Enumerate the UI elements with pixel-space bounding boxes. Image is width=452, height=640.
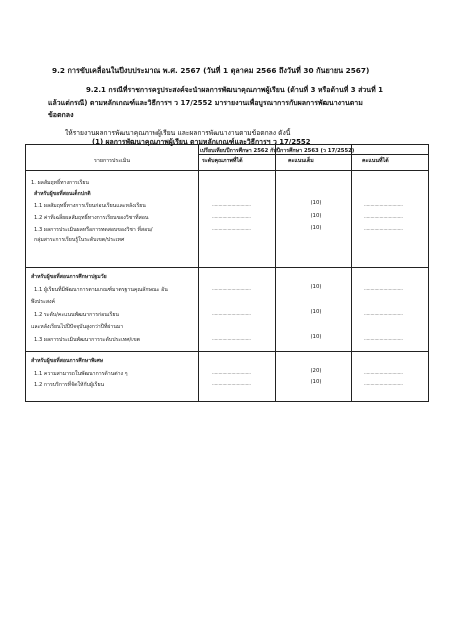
table-divider	[275, 145, 276, 401]
section3-item1: 1.1 ความสามารถในพัฒนาการด้านต่าง ๆ	[34, 371, 128, 377]
section2-item1-cont: พึงประสงค์	[31, 299, 55, 305]
header-evaluation-items: รายการประเมิน	[94, 158, 130, 164]
score-blank: ..............................	[364, 286, 403, 292]
quality-blank: ..............................	[212, 381, 251, 387]
score-blank: ..............................	[364, 226, 403, 232]
score-blank: ..............................	[364, 370, 403, 376]
header-bottom-line	[26, 170, 428, 171]
section1-title: 1. ผลสัมฤทธิ์ทางการเรียน	[31, 180, 89, 186]
section2-item1: 1.1 ผู้เรียนที่มีพัฒนาการตามเกณฑ์มาตรฐานคุณลักษณะ อัน	[34, 287, 168, 293]
table-divider	[351, 145, 352, 401]
full-score: (20)	[310, 368, 322, 374]
full-score: (10)	[310, 379, 322, 385]
full-score: (10)	[310, 225, 322, 231]
score-blank: ..............................	[364, 311, 403, 317]
paragraph-line-2: แล้วแต่กรณี) ตามหลักเกณฑ์และวิธีการฯ ว 17/2552 มารายงานเพื่อบูรณาการกับผลการพัฒนางานตาม	[48, 98, 363, 107]
paragraph-line-1: 9.2.1 กรณีที่ราชการครูประสงค์จะนำผลการพัฒนาคุณภาพผู้เรียน (ด้านที่ 3 หรือด้านที่ 3 ส่วนที่ 1	[86, 86, 384, 94]
header-full-score: คะแนนเต็ม	[288, 158, 314, 164]
header-score-obtained: คะแนนที่ได้	[362, 158, 389, 164]
quality-blank: ..............................	[212, 226, 251, 232]
evaluation-table	[25, 144, 429, 402]
header-quality-level: ระดับคุณภาพที่ได้	[202, 158, 243, 164]
section3-item2: 1.2 การบริการที่จัดให้กับผู้เรียน	[34, 382, 105, 388]
quality-blank: ..............................	[212, 370, 251, 376]
criteria-paragraph	[48, 84, 418, 122]
header-comparison: เปรียบเทียบปีการศึกษา 2562 กับปีการศึกษา 2563 (ว 17/2552)	[200, 148, 355, 154]
section1-item3-cont: กลุ่มสาระการเรียนรู้ในระดับเขต/ประเทศ	[34, 237, 125, 243]
paragraph-line-3: ข้อตกลง	[48, 111, 74, 119]
section-heading: 9.2 การขับเคลื่อนในปีงบประมาณ พ.ศ. 2567 (วันที่ 1 ตุลาคม 2566 ถึงวันที่ 30 กันยายน 2567)	[52, 66, 370, 75]
full-score: (10)	[310, 334, 322, 340]
quality-blank: ..............................	[212, 202, 251, 208]
quality-blank: ..............................	[212, 336, 251, 342]
full-score: (10)	[310, 200, 322, 206]
quality-blank: ..............................	[212, 214, 251, 220]
section-divider	[26, 267, 428, 268]
full-score: (10)	[310, 309, 322, 315]
score-blank: ..............................	[364, 381, 403, 387]
section1-item1: 1.1 ผลสัมฤทธิ์ทางการเรียนก่อนเรียนและหลังเรียน	[34, 203, 146, 209]
quality-blank: ..............................	[212, 286, 251, 292]
full-score: (10)	[310, 213, 322, 219]
quality-blank: ..............................	[212, 311, 251, 317]
table-subheading: (1) ผลการพัฒนาคุณภาพผู้เรียน ตามหลักเกณฑ์และวิธีการฯ ว 17/2552	[92, 138, 311, 146]
table-divider	[198, 145, 199, 401]
section-divider	[26, 351, 428, 352]
section2-item2-cont: และหลังเรียนไปปีปัจจุบันสูงกว่าปีที่ผ่านมา	[31, 324, 124, 330]
section2-item2: 1.2 ระดับ/คะแนนพัฒนาการก่อนเรียน	[34, 312, 119, 318]
full-score: (10)	[310, 284, 322, 290]
intro-text: ให้รายงานผลการพัฒนาคุณภาพผู้เรียน และผลการพัฒนางานตามข้อตกลง ดังนี้	[65, 129, 291, 137]
section1-item3: 1.3 ผลการประเมินผลหรือการทดสอบของวิชา ที่สอน/	[34, 227, 153, 233]
section1-item2: 1.2 ค่าทีเฉลี่ยผลสัมฤทธิ์ทางการเรียนของวิชาที่สอน	[34, 215, 149, 221]
section2-item3: 1.3 ผลการประเมินพัฒนาการระดับประเทศ/เขต	[34, 337, 140, 343]
score-blank: ..............................	[364, 202, 403, 208]
section1-group: สำหรับผู้ขอที่สอนเด็กปกติ	[34, 191, 91, 197]
section2-group: สำหรับผู้ขอที่สอนการศึกษาปฐมวัย	[31, 274, 107, 280]
score-blank: ..............................	[364, 336, 403, 342]
score-blank: ..............................	[364, 214, 403, 220]
section3-group: สำหรับผู้ขอที่สอนการศึกษาพิเศษ	[31, 358, 104, 364]
